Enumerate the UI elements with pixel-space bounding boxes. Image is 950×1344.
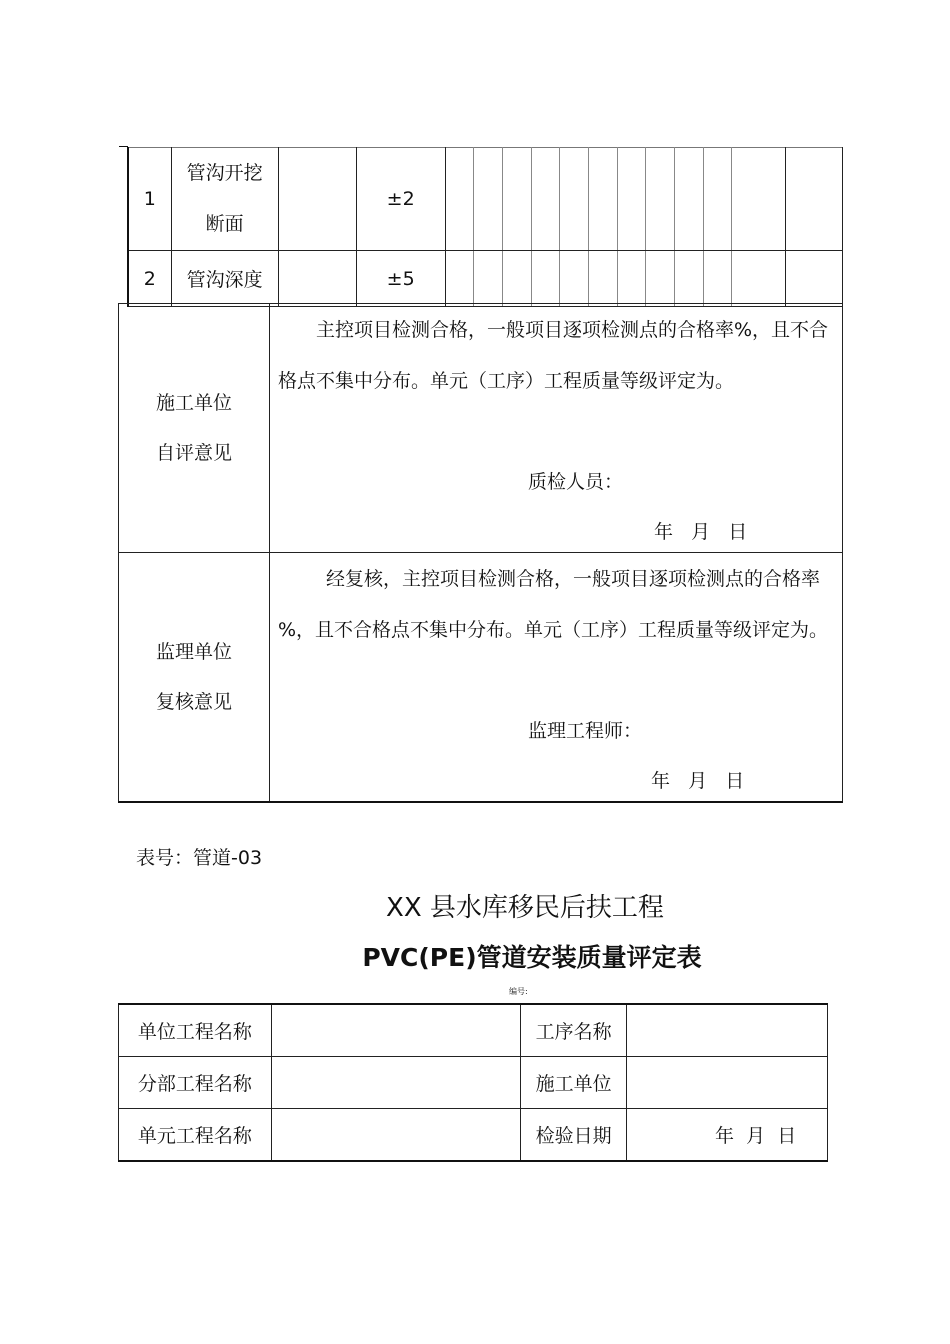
item-name-line1: 管沟开挖 (186, 162, 263, 184)
opinion-text-line: %，且不合格点不集中分布。单元（工序）工程质量等级评定为。 (278, 619, 829, 641)
measurement-table (127, 147, 843, 307)
table-row (119, 1109, 828, 1162)
opinion-text-line: 经复核，主控项目检测合格，一般项目逐项检测点的合格率 (326, 568, 821, 590)
measure-cell[interactable] (674, 148, 703, 251)
tolerance-value: ±2 (356, 148, 445, 251)
supervisor-signature-label: 监理工程师： (528, 720, 643, 742)
inspection-date-value: 年 月 日 (715, 1125, 797, 1147)
element-project-label: 单元工程名称 (119, 1109, 272, 1162)
table-row (128, 251, 843, 307)
design-value-cell[interactable] (278, 148, 356, 251)
opinion-text-line: 格点不集中分布。单元（工序）工程质量等级评定为。 (278, 370, 735, 392)
qualified-count-cell[interactable] (732, 148, 785, 251)
measure-cell[interactable] (646, 148, 675, 251)
inspector-signature-label: 质检人员： (528, 471, 624, 493)
label-line: 自评意见 (155, 442, 232, 464)
supervisor-opinion-body[interactable] (270, 553, 843, 803)
process-label: 工序名称 (521, 1004, 627, 1057)
measure-cell[interactable] (531, 251, 560, 307)
inspection-date-label: 检验日期 (521, 1109, 627, 1162)
label-line: 施工单位 (155, 392, 232, 414)
contractor-opinion-row (119, 304, 843, 553)
row-number: 1 (128, 148, 171, 251)
pass-rate-cell[interactable] (785, 251, 842, 307)
measure-cell[interactable] (445, 251, 474, 307)
design-value-cell[interactable] (278, 251, 356, 307)
inspection-date-field[interactable] (627, 1109, 828, 1162)
measure-cell[interactable] (560, 148, 589, 251)
pass-rate-cell[interactable] (785, 148, 842, 251)
construction-unit-label: 施工单位 (521, 1057, 627, 1109)
measure-cell[interactable] (703, 251, 732, 307)
item-name: 管沟深度 (171, 251, 278, 307)
table-number: 表号：管道-03 (136, 847, 263, 869)
measure-cell[interactable] (503, 148, 532, 251)
measure-cell[interactable] (560, 251, 589, 307)
qualified-count-cell[interactable] (732, 251, 785, 307)
project-info-table (118, 1003, 828, 1162)
contractor-opinion-body[interactable] (270, 304, 843, 553)
measure-cell[interactable] (531, 148, 560, 251)
measure-cell[interactable] (474, 251, 503, 307)
unit-project-label: 单位工程名称 (119, 1004, 272, 1057)
table-row (119, 1004, 828, 1057)
measure-cell[interactable] (474, 148, 503, 251)
label-line: 复核意见 (155, 691, 232, 713)
measure-cell[interactable] (589, 251, 618, 307)
sign-date: 年 月 日 (651, 770, 745, 792)
measure-cell[interactable] (646, 251, 675, 307)
supervisor-opinion-row (119, 553, 843, 803)
construction-unit-field[interactable] (627, 1057, 828, 1109)
supervisor-opinion-label (119, 553, 270, 803)
tolerance-value: ±5 (356, 251, 445, 307)
contractor-opinion-label (119, 304, 270, 553)
row-number: 2 (128, 251, 171, 307)
label-line: 监理单位 (155, 641, 232, 663)
page-title: XX 县水库移民后扶工程 (386, 893, 664, 923)
measure-cell[interactable] (503, 251, 532, 307)
element-project-field[interactable] (271, 1109, 521, 1162)
table-row (119, 1057, 828, 1109)
item-name-line2: 断面 (205, 213, 244, 235)
measure-cell[interactable] (703, 148, 732, 251)
measure-cell[interactable] (617, 148, 646, 251)
table-corner-mark (119, 146, 128, 147)
process-field[interactable] (627, 1004, 828, 1057)
table-row (128, 148, 843, 251)
unit-project-field[interactable] (271, 1004, 521, 1057)
opinion-text-line: 主控项目检测合格，一般项目逐项检测点的合格率%，且不合 (316, 319, 829, 341)
sub-project-label: 分部工程名称 (119, 1057, 272, 1109)
measure-cell[interactable] (445, 148, 474, 251)
serial-number-label: 编号: (509, 987, 528, 996)
form-title: PVC(PE)管道安装质量评定表 (362, 943, 702, 972)
measure-cell[interactable] (617, 251, 646, 307)
item-name (171, 148, 278, 251)
measure-cell[interactable] (589, 148, 618, 251)
sub-project-field[interactable] (271, 1057, 521, 1109)
opinion-table (118, 303, 843, 803)
measure-cell[interactable] (674, 251, 703, 307)
sign-date: 年 月 日 (654, 521, 748, 543)
